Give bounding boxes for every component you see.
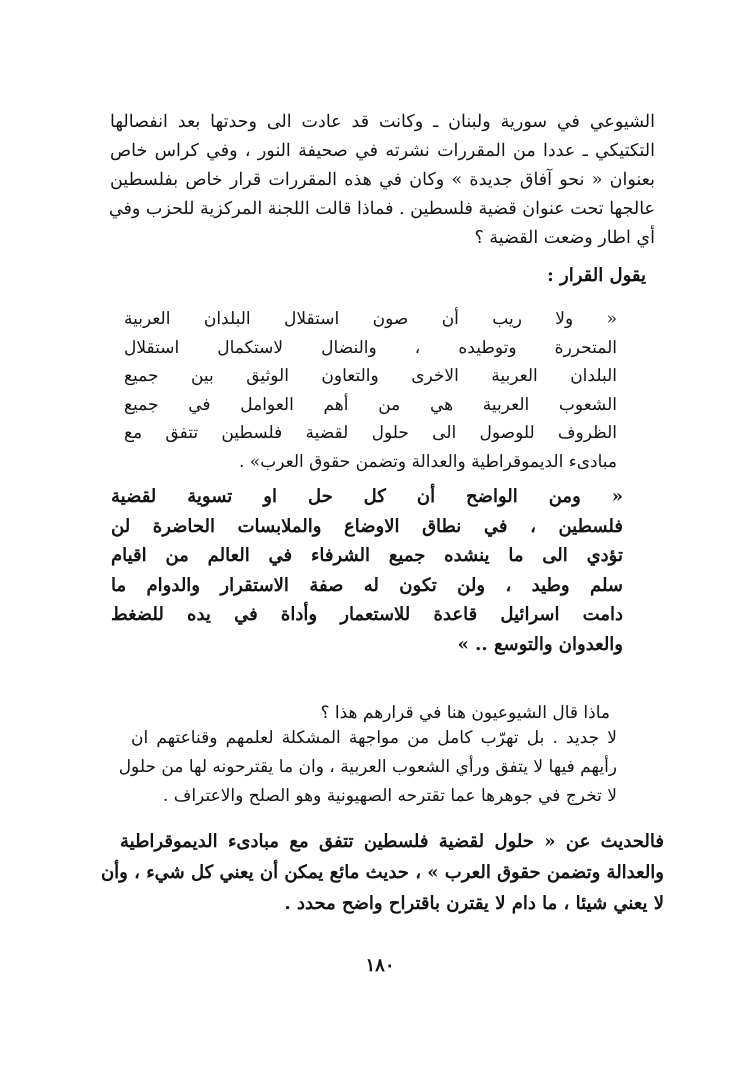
intro-paragraph xyxy=(110,108,655,253)
conclusion-line: فالحديث عن « حلول لقضية فلسطين تتفق مع مبادىء الديموقراطية xyxy=(120,831,664,852)
question-line: ماذا قال الشيوعيون هنا في قرارهم هذا ؟ xyxy=(320,703,610,723)
answer-paragraph xyxy=(118,724,617,811)
page-number: ١٨٠ xyxy=(365,955,395,976)
quote-one-line: المتحررة وتوطيده ، والنضال لاستكمال استقلال xyxy=(124,337,617,358)
conclusion-paragraph xyxy=(100,826,664,919)
conclusion-line: والعدالة وتضمن حقوق العرب » ، حديث مائع يمكن أن يعني كل شيء ، وأن xyxy=(100,862,664,883)
quote-two-line: سلم وطيد ، ولن تكون له صفة الاستقرار والدوام ما xyxy=(111,574,623,596)
intro-line: التكتيكي ـ عددا من المقررات نشرته في صحيفة النور ، وفي كراس خاص xyxy=(110,141,655,161)
quote-one-line: الظروف للوصول الى حلول لقضية فلسطين تتفق مع xyxy=(124,423,617,443)
quote-one xyxy=(124,305,617,476)
intro-line: بعنوان « نحو آفاق جديدة » وكان في هذه المقررات قرار خاص بفلسطين xyxy=(110,170,655,190)
quote-two-line: والعدوان والتوسع .. » xyxy=(457,633,623,655)
resolution-heading: يقول القرار : xyxy=(547,265,646,286)
quote-one-line: الشعوب العربية هي من أهم العوامل في جميع xyxy=(124,394,617,415)
quote-one-line: البلدان العربية الاخرى والتعاون الوثيق بين جميع xyxy=(124,366,617,386)
intro-line: أي اطار وضعت القضية ؟ xyxy=(474,228,655,248)
quote-two-line: دامت اسرائيل قاعدة للاستعمار وأداة في يده للضغط xyxy=(111,604,623,625)
quote-one-line: « ولا ريب أن صون استقلال البلدان العربية xyxy=(124,309,617,329)
answer-line: لا جديد . بل تهرّب كامل من مواجهة المشكلة لعلمهم وقناعتهم ان xyxy=(131,728,617,748)
answer-line: لا تخرج في جوهرها عما تقترحه الصهيونية وهو الصلح والاعتراف . xyxy=(162,786,617,806)
quote-one-line: مبادىء الديموقراطية والعدالة وتضمن حقوق العرب» . xyxy=(239,451,617,472)
intro-line: الشيوعي في سورية ولبنان ـ وكانت قد عادت الى وحدتها بعد انفصالها xyxy=(110,112,655,132)
intro-line: عالجها تحت عنوان قضية فلسطين . فماذا قالت اللجنة المركزية للحزب وفي xyxy=(108,199,655,219)
quote-two-line: فلسطين ، في نطاق الاوضاع والملابسات الحاضرة لن xyxy=(111,515,623,537)
conclusion-line: لا يعني شيئا ، ما دام لا يقترن باقتراح واضح محدد . xyxy=(284,893,664,914)
answer-line: رأيهم فيها لا يتفق ورأي الشعوب العربية ، وان ما يقترحونه لها من حلول xyxy=(118,757,617,777)
quote-two-line: تؤدي الى ما ينشده جميع الشرفاء في العالم من اقيام xyxy=(111,545,623,566)
quote-two-line: « ومن الواضح أن كل حل او تسوية لقضية xyxy=(111,486,623,507)
quote-two xyxy=(111,482,623,659)
